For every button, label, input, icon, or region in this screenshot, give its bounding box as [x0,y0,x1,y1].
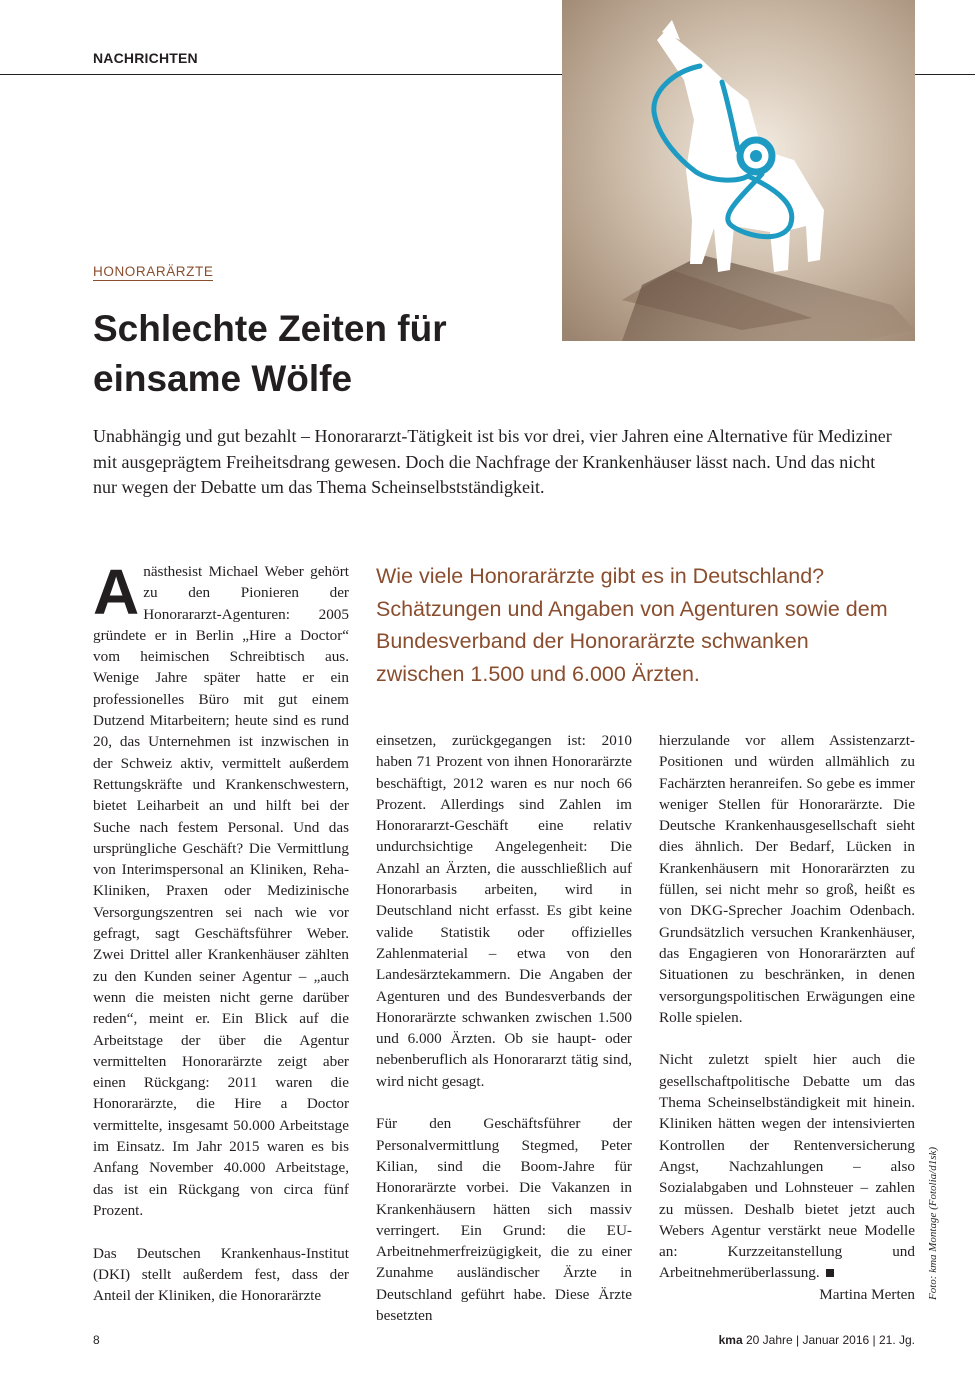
column-2-paragraph-1: einsetzen, zurückgegangen ist: 2010 haben 71 Prozent von ihnen Honorarärzte beschäftigt, 2012 waren es nur noch 66 Prozent. Allerdings sind Zahlen im Honorararzt-Geschäft eine relativ undurchsichtige Angelegenheit: Die Anzahl an Ärzten, die ausschließlich auf Honorarbasis arbeiten, wird in Deutschland nicht erfasst. Es gibt keine valide Statistik oder offizielles Zahlenmaterial – etwa von den Landesärztekammern. Die Angaben der Agenturen und des Bundesverbands der Honorarärzte schwanken zwischen 1.500 und 6.000 Ärzten. Ob sie haupt- oder nebenberuflich als Honorararzt tätig sind, wird nicht gesagt. [376,732,632,1090]
headline-line-2: einsame Wölfe [93,358,353,399]
pull-quote: Wie viele Honorarärzte gibt es in Deutschland? Schätzungen und Angaben von Agenturen sowie dem Bundesverband der Honorarärzte schwanken zwischen 1.500 und 6.000 Ärzten. [376,564,888,686]
photo-credit: Foto: kma Montage (Fotolia/d1sk) [927,1146,939,1300]
column-2-paragraph-2: Für den Geschäftsführer der Personalvermittlung Stegmed, Peter Kilian, sind die Boom-Jahre für Honorarärzte vorbei. Die Vakanzen in Krankenhäusern hätten sich massiv verringert. Ein Grund: die EU-Arbeitnehmerfreizügigkeit, die zu einer Zunahme ausländischer Ärzte in Deutschland geführt habe. Diese Ärzte besetzten [376,1115,632,1325]
issue-info: 20 Jahre | Januar 2016 | 21. Jg. [745,1333,915,1347]
article-column-3 [659,730,915,1305]
drop-cap: A [93,556,140,628]
column-3-paragraph-1: hierzulande vor allem Assistenzarzt-Positionen und würden allmählich zu Fachärzten heranreifen. So gebe es immer weniger Stellen für Honorarärzte. Die Deutsche Krankenhausgesellschaft sieht dies ähnlich. Der Bedarf, Lücken in Krankenhäusern mit Honorarärzten zu füllen, sei nicht mehr so groß, heißt es von DKG-Sprecher Joachim Odenbach. Grundsätzlich versuchen Krankenhäuser, das Engagieren von Honorarärzten auf Situationen zu beschränken, in denen versorgungspolitischen Erwägungen eine Rolle spielen. [659,732,915,1026]
section-label: NACHRICHTEN [93,50,198,66]
article-column-2 [376,730,632,1326]
page-number: 8 [93,1333,100,1347]
author-byline: Martina Merten [819,1285,915,1303]
kma-logo: kma [718,1333,743,1347]
wolf-stethoscope-illustration-icon [562,0,915,341]
headline-line-1: Schlechte Zeiten für [93,308,447,349]
column-1-paragraph-2: Das Deutschen Krankenhaus-Institut (DKI) stellt außerdem fest, dass der Anteil der Kliniken, die Honorarärzte [93,1244,349,1305]
column-3-paragraph-2-text: Nicht zuletzt spielt hier auch die gesellschaftpolitische Debatte um das Thema Scheinselbständigkeit mit hinein. Kliniken hätten wegen der intensivierten Kontrollen der Rentenversicherung Angst, Nachzahlungen – also Sozialabgaben und Lohnsteuer – zahlen zu müssen. Deshalb bietet jetzt auch Webers Agentur verstärkt neue Modelle an: Kurzzeitanstellung und Arbeitnehmerüberlassung. [659,1051,915,1282]
article-column-1 [93,556,349,1306]
column-3-paragraph-2 [659,1049,915,1283]
column-1-paragraph-1-text: nästhesist Michael Weber gehört zu den Pionieren der Honorararzt-Agenturen: 2005 gründete er in Berlin „Hire a Doctor“ vom heimischen Schreibtisch aus. Wenige Jahre später hatte er ein professionelles Büro mit gut einem Dutzend Mitarbeitern; heute sind es rund 20, das Unternehmen ist inzwischen in der Schweiz aktiv, vermittelt außerdem Rettungskräfte und Krankenschwestern, bietet Leiharbeit an und hilft bei der Suche nach festem Personal. Und das ursprüngliche Geschäft? Die Vermittlung von Interimspersonal an Kliniken, Reha-Kliniken, Praxen oder Medizinische Versorgungszentren sei nach wie vor gefragt, sagt Geschäftsführer Weber. Zwei Drittel aller Krankenhäuser zählten zu den Kunden seiner Agentur – „auch wenn die meisten nicht gerne darüber reden“, meint er. Ein Blick auf die Arbeitstage der über die Agentur vermittelten Honorarärzte zeigt aber einen Rückgang: 2011 waren die Honorarärzte, die Hire a Doctor vermittelte, insgesamt 50.000 Arbeitstage im Einsatz. Im Jahr 2015 waren es bis Anfang November 40.000 Arbeitstage, das ist ein Rückgang von circa fünf Prozent. [93,563,349,1219]
footer-info [719,1333,915,1347]
article-headline [93,304,553,404]
article-kicker: HONORARÄRZTE [93,264,214,279]
article-lede: Unabhängig und gut bezahlt – Honorararzt-Tätigkeit ist bis vor drei, vier Jahren eine Alternative für Mediziner mit ausgeprägtem Freiheitsdrang gewesen. Doch die Nachfrage der Krankenhäuser lässt nach. Und das nicht nur wegen der Debatte um das Thema Scheinselbstständigkeit. [93,426,892,497]
column-1-paragraph-1 [93,556,349,1221]
end-mark-icon [826,1269,834,1277]
